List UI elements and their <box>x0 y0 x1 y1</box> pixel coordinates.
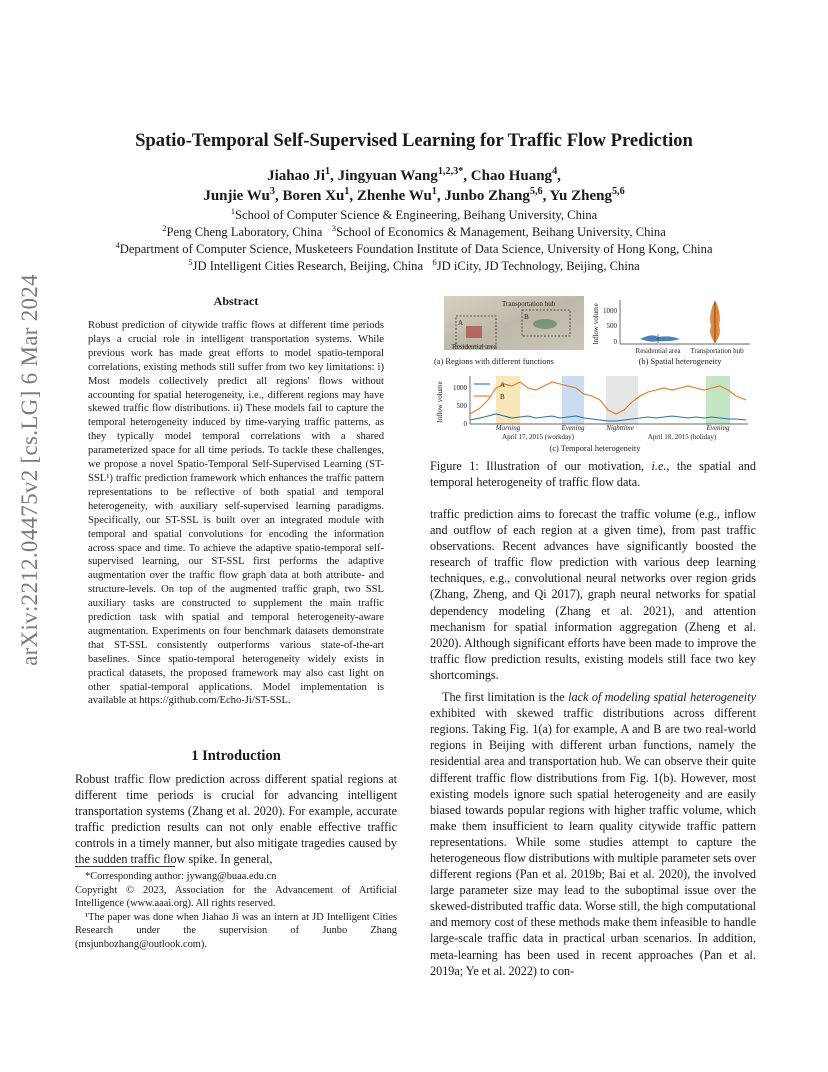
affiliation-line <box>0 207 828 224</box>
p2-start: The first limitation is the <box>442 690 569 705</box>
caption-ie: i.e., <box>651 459 670 473</box>
author-name: Junbo Zhang <box>444 188 530 204</box>
author-line-2: Junjie Wu$^3$, Boren Xu$^1$, Zhenhe Wu$^1$, Junbo Zhang$^{5,6}$, Yu Zheng$^{5,6}$ <box>203 186 625 204</box>
author-name: Yu Zheng <box>549 188 612 204</box>
panel-c-ytick-0: 0 <box>463 420 467 428</box>
intro-paragraph <box>75 771 397 868</box>
author-affil-sup: 5,6 <box>529 186 543 197</box>
abstract-heading: Abstract <box>213 294 259 308</box>
right-paragraph-2 <box>430 689 756 979</box>
period-nighttime: Nighttime <box>606 424 634 432</box>
right-column-body <box>430 506 756 979</box>
band-nighttime <box>606 376 638 424</box>
legend-a-label: A <box>500 381 506 389</box>
hub-station <box>533 319 557 329</box>
author-name: Jingyuan Wang <box>337 168 438 184</box>
arxiv-sidebar <box>14 274 46 666</box>
panel-c-ytick-1000: 1000 <box>453 384 467 392</box>
author-affil-sup: 5,6 <box>611 186 625 197</box>
arxiv-id: arXiv:2212.04475v2 [cs.LG] 6 Mar 2024 <box>17 274 42 666</box>
footnote-rule <box>75 866 175 867</box>
author-affil-sup: 1 <box>344 186 350 197</box>
panel-b-ytick-500: 500 <box>606 322 617 330</box>
affil-sup: 1 <box>230 205 236 216</box>
footnote-copyright: Copyright © 2023, Association for the Advancement of Artificial Intelligence (www.aaai.org). All rights reserved. <box>75 884 397 910</box>
affil-text: JD iCity, JD Technology, Beijing, China <box>436 259 640 273</box>
affil-text: Department of Computer Science, Musketeers Foundation Institute of Data Science, University of Hong Kong, China <box>119 242 713 256</box>
caption-rest: the spatial and temporal heterogeneity of traffic flow data. <box>430 459 756 490</box>
period-morning: Morning <box>495 424 521 432</box>
author-name: Chao Huang <box>470 168 553 184</box>
affiliation-line <box>0 258 828 275</box>
affil-sup: 4 <box>115 239 120 250</box>
panel-b-ytick-0: 0 <box>613 338 617 346</box>
affil-text: JD Intelligent Cities Research, Beijing, China <box>192 259 433 273</box>
affil-sup: 6 <box>432 256 437 267</box>
panel-b-xtick-residential: Residential area <box>635 347 681 355</box>
residential-buildings <box>466 326 482 338</box>
author-affil-sup: 1 <box>325 166 331 177</box>
author-name: Boren Xu <box>282 188 345 204</box>
violin-residential <box>640 335 680 341</box>
panel-c-timeseries <box>436 376 748 453</box>
figure-1-svg <box>430 290 760 456</box>
affiliations <box>0 207 828 275</box>
panel-c-ytick-500: 500 <box>456 402 467 410</box>
panel-b-violin <box>592 300 750 366</box>
affil-sup: 5 <box>188 256 193 267</box>
panel-a-map <box>434 296 584 366</box>
paper-title: Spatio-Temporal Self-Supervised Learning for Traffic Flow Prediction <box>135 130 693 151</box>
footnote-intern: ¹The paper was done when Jiahao Ji was an intern at JD Intelligent Cities Research under the supervision of Junbo Zhang (msjunbozhang@outlook.com). <box>75 911 397 950</box>
author-affil-sup: 1,2,3* <box>437 166 464 177</box>
footnotes <box>75 870 397 952</box>
panel-b-ylabel: Inflow volume <box>592 303 600 345</box>
panel-b-ytick-1000: 1000 <box>603 307 617 315</box>
residential-label: Residential area <box>452 343 497 351</box>
date-workday: April 17, 2015 (workday) <box>502 433 574 441</box>
author-name: Junjie Wu <box>203 188 270 204</box>
author-line-1: Jiahao Ji$^1$, Jingyuan Wang$^{1,2,3*}$, Chao Huang$^4$, <box>267 166 561 184</box>
p2-emphasis: lack of modeling spatial heterogeneity <box>568 690 756 705</box>
affiliation-line <box>0 224 828 241</box>
region-a-label: A <box>458 319 464 327</box>
affil-sup: 3 <box>331 222 337 233</box>
affil-text: School of Computer Science & Engineering, Beihang University, China <box>235 208 598 222</box>
caption-prefix: Figure 1: Illustration of our motivation, <box>430 459 652 473</box>
figure-1 <box>430 290 760 456</box>
panel-b-xtick-hub: Transportation hub <box>690 347 744 355</box>
author-affil-sup: 1 <box>431 186 437 197</box>
author-affil-sup: 4 <box>552 166 558 177</box>
author-affil-sup: 3 <box>269 186 275 197</box>
panel-c-ylabel: Inflow volume <box>436 381 444 423</box>
panel-a-caption: (a) Regions with different functions <box>434 357 554 366</box>
p2-rest: exhibited with skewed traffic distributions across different regions. Taking Fig. 1(a) for example, A and B are two real-world regions in Beijing with different urban functions, namely the residential area and transportation hub. We can observe their quite different traffic flow distributions from Fig. 1(b). However, most existing models ignore such spatial heterogeneity and are easily biased towards popular regions with higher traffic volume, which make them insufficient to learn quality citywide traffic pattern representations. While some studies attempt to capture the heterogeneous flow distributions with multiple parameter sets over different regions (Pan et al. 2019b; Bai et al. 2020), the involved large parameter size may lead to the suboptimal issue over the skewed-distributed traffic data. Worse still, the high computational and memory cost of these methods make them infeasible to handle large-scale traffic data in practical urban scenarios. In addition, meta-learning has been used in recent approaches (Pan et al. 2019a; Ye et al. 2022) to con- <box>430 706 756 978</box>
abstract-body <box>88 319 384 708</box>
right-paragraph-1: traffic prediction aims to forecast the traffic volume (e.g., inflow and outflow of each region at a given time), from past traffic observations. Recent advances have significantly boosted the research of traffic flow prediction with various deep learning techniques, e.g., convolutional neural networks over region grids (Zhang, Zheng, and Qi 2017), graph neural networks for spatial dependency modeling (Zhang et al. 2021), and attention mechanism for spatial information aggregation (Zheng et al. 2020). Although significant efforts have been made to improve the traffic flow prediction results, existing models still face two key shortcomings. <box>430 507 756 682</box>
intro-text: Robust traffic flow prediction across different spatial regions at different time periods is crucial for advancing intelligent transportation systems (Zhang et al. 2020). For example, accurate traffic prediction results can not only enable effective traffic controls in a timely manner, but also mitigate tragedies caused by the sudden traffic flow spike. In general, <box>75 772 397 867</box>
panel-c-caption: (c) Temporal heterogeneity <box>549 444 641 453</box>
region-b-label: B <box>524 313 529 321</box>
period-evening-1: Evening <box>561 424 585 432</box>
hub-label: Transportation hub <box>502 300 556 308</box>
legend-b-label: B <box>500 393 505 401</box>
affil-text: School of Economics & Management, Beihang University, China <box>336 225 666 239</box>
figure-1-caption <box>430 458 756 490</box>
author-name: Jiahao Ji <box>267 168 326 184</box>
date-holiday: April 18, 2015 (holiday) <box>647 433 717 441</box>
affiliation-line <box>0 241 828 258</box>
author-name: Zhenhe Wu <box>356 188 432 204</box>
footnote-corresponding: *Corresponding author: jywang@buaa.edu.cn <box>85 871 277 882</box>
panel-b-caption: (b) Spatial heterogeneity <box>638 357 722 366</box>
period-evening-2: Evening <box>706 424 730 432</box>
section-heading-introduction: 1 Introduction <box>191 748 281 764</box>
abstract-text: Robust prediction of citywide traffic flows at different time periods plays a crucial role in intelligent transportation systems. While previous work has made great efforts to model spatio-temporal correlations, existing methods still suffer from two key limitations: i) Most models collectively predict all regions' flows without accounting for spatial heterogeneity, i.e., different regions may have skewed traffic flow distributions. ii) These models fail to capture the temporal heterogeneity induced by time-varying traffic patterns, as they typically model temporal correlations with a shared parameterized space for all time periods. To tackle these challenges, we propose a novel Spatio-Temporal Self-Supervised Learning (ST-SSL¹) traffic prediction framework which enhances the traffic pattern representations to be reflective of both spatial and temporal heterogeneity, with auxiliary self-supervised learning paradigms. Specifically, our ST-SSL is built over an integrated module with temporal and spatial convolutions for encoding the information across space and time. To achieve the adaptive spatio-temporal self-supervised learning, our ST-SSL first performs the adaptive augmentation over the traffic flow graph data at both attribute- and structure-levels. On top of the augmented traffic graph, two SSL auxiliary tasks are constructed to supplement the main traffic prediction task with spatial and temporal heterogeneity-aware augmentation. Experiments on four benchmark datasets demonstrate that ST-SSL consistently outperforms various state-of-the-art baselines. Since spatio-temporal heterogeneity widely exists in practical datasets, the proposed framework may also cast light on other spatial-temporal applications. Model implementation is available at https://github.com/Echo-Ji/ST-SSL. <box>88 320 384 707</box>
affil-sup: 2 <box>162 222 167 233</box>
affil-text: Peng Cheng Laboratory, China <box>166 225 332 239</box>
